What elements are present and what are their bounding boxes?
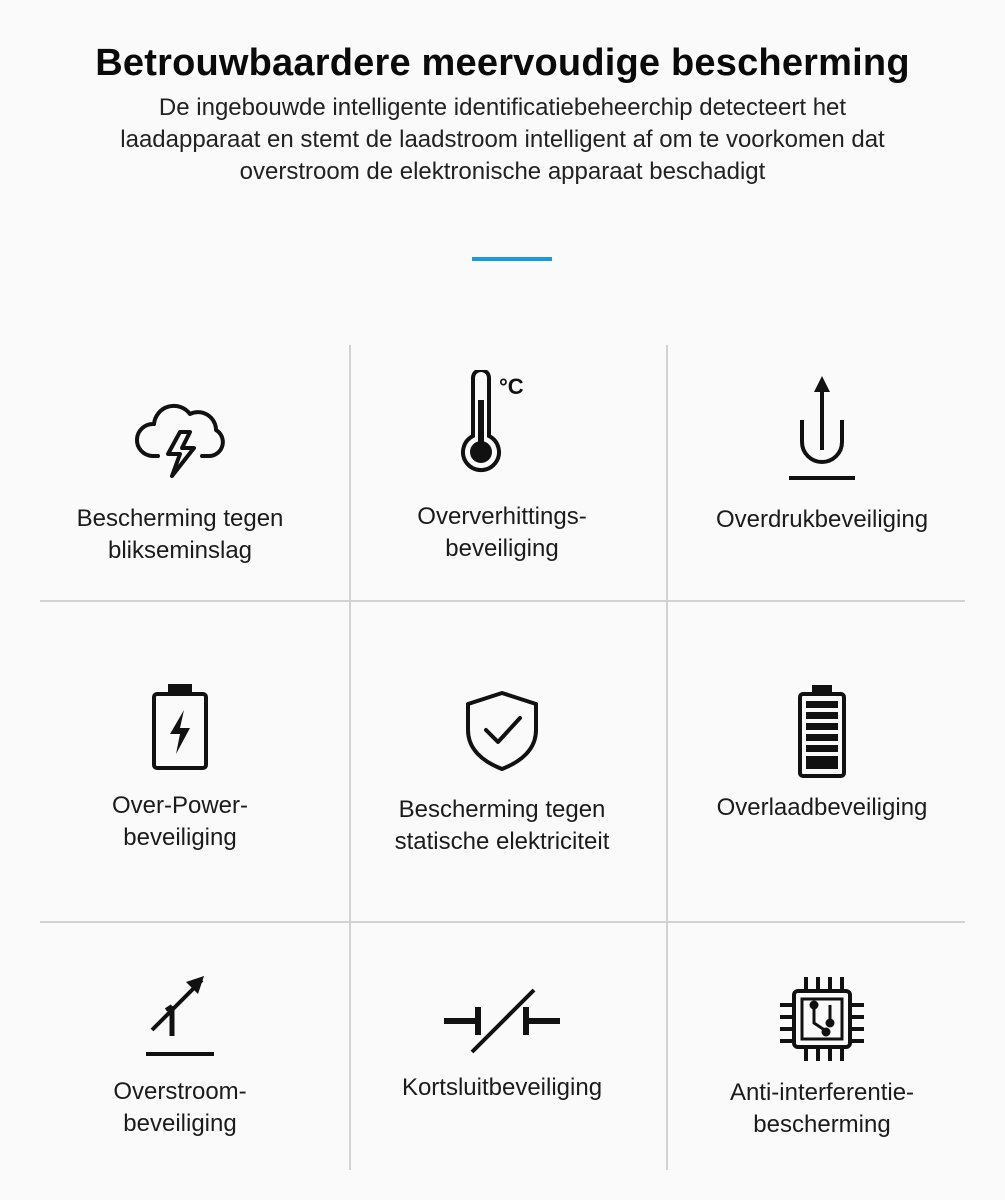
feature-label	[30, 1076, 330, 1140]
feature-label	[672, 792, 972, 824]
page-subtitle	[40, 92, 965, 188]
label-line: Kortsluitbeveiliging	[401, 1074, 603, 1101]
feature-overheating	[343, 370, 661, 565]
subtitle-line: De ingebouwde intelligente identificatiebeheerchip detecteert het	[158, 94, 847, 121]
label-line: beveiliging	[123, 824, 237, 851]
battery-full-icon	[797, 684, 847, 778]
feature-over-power	[21, 682, 339, 854]
accent-divider	[472, 257, 552, 261]
feature-overcurrent	[21, 972, 339, 1140]
chip-icon	[776, 975, 868, 1063]
label-line: Bescherming tegen	[76, 505, 284, 532]
label-line: Anti-interferentie-	[729, 1079, 915, 1106]
feature-label	[352, 1072, 652, 1104]
feature-anti-interference	[663, 975, 981, 1141]
feature-label	[352, 794, 652, 858]
feature-short-circuit	[343, 988, 661, 1104]
label-line: Overdrukbeveiliging	[715, 506, 929, 533]
shield-check-icon	[464, 690, 540, 772]
label-line: statische elektriciteit	[394, 828, 610, 855]
label-line: bescherming	[753, 1111, 891, 1138]
lightning-cloud-icon	[132, 395, 228, 485]
feature-overcharge	[663, 684, 981, 824]
label-line: Over-Power-	[111, 792, 249, 819]
thermometer-icon	[457, 370, 547, 475]
celsius-unit: °C	[499, 374, 524, 399]
label-line: Oververhittings-	[417, 503, 587, 530]
feature-static	[343, 690, 661, 858]
overcurrent-icon	[144, 972, 216, 1058]
feature-label	[30, 790, 330, 854]
feature-label	[672, 504, 972, 536]
label-line: beveiliging	[123, 1110, 237, 1137]
feature-label	[352, 501, 652, 565]
label-line: Overlaadbeveiliging	[716, 794, 928, 821]
grid-divider-h2	[40, 921, 965, 923]
grid-divider-h1	[40, 600, 965, 602]
feature-label	[30, 503, 330, 567]
short-circuit-icon	[442, 988, 562, 1054]
subtitle-line: overstroom de elektronische apparaat beschadigt	[239, 158, 766, 185]
page-title: Betrouwbaardere meervoudige bescherming	[95, 42, 910, 84]
label-line: Bescherming tegen	[398, 796, 606, 823]
feature-lightning	[21, 395, 339, 567]
pressure-arrow-icon	[787, 372, 857, 482]
battery-bolt-icon	[150, 682, 210, 772]
label-line: Overstroom-	[113, 1078, 247, 1105]
feature-label	[672, 1077, 972, 1141]
label-line: blikseminslag	[107, 537, 253, 564]
feature-overpressure	[663, 372, 981, 536]
subtitle-line: laadapparaat en stemt de laadstroom intelligent af om te voorkomen dat	[120, 126, 885, 153]
label-line: beveiliging	[445, 535, 559, 562]
